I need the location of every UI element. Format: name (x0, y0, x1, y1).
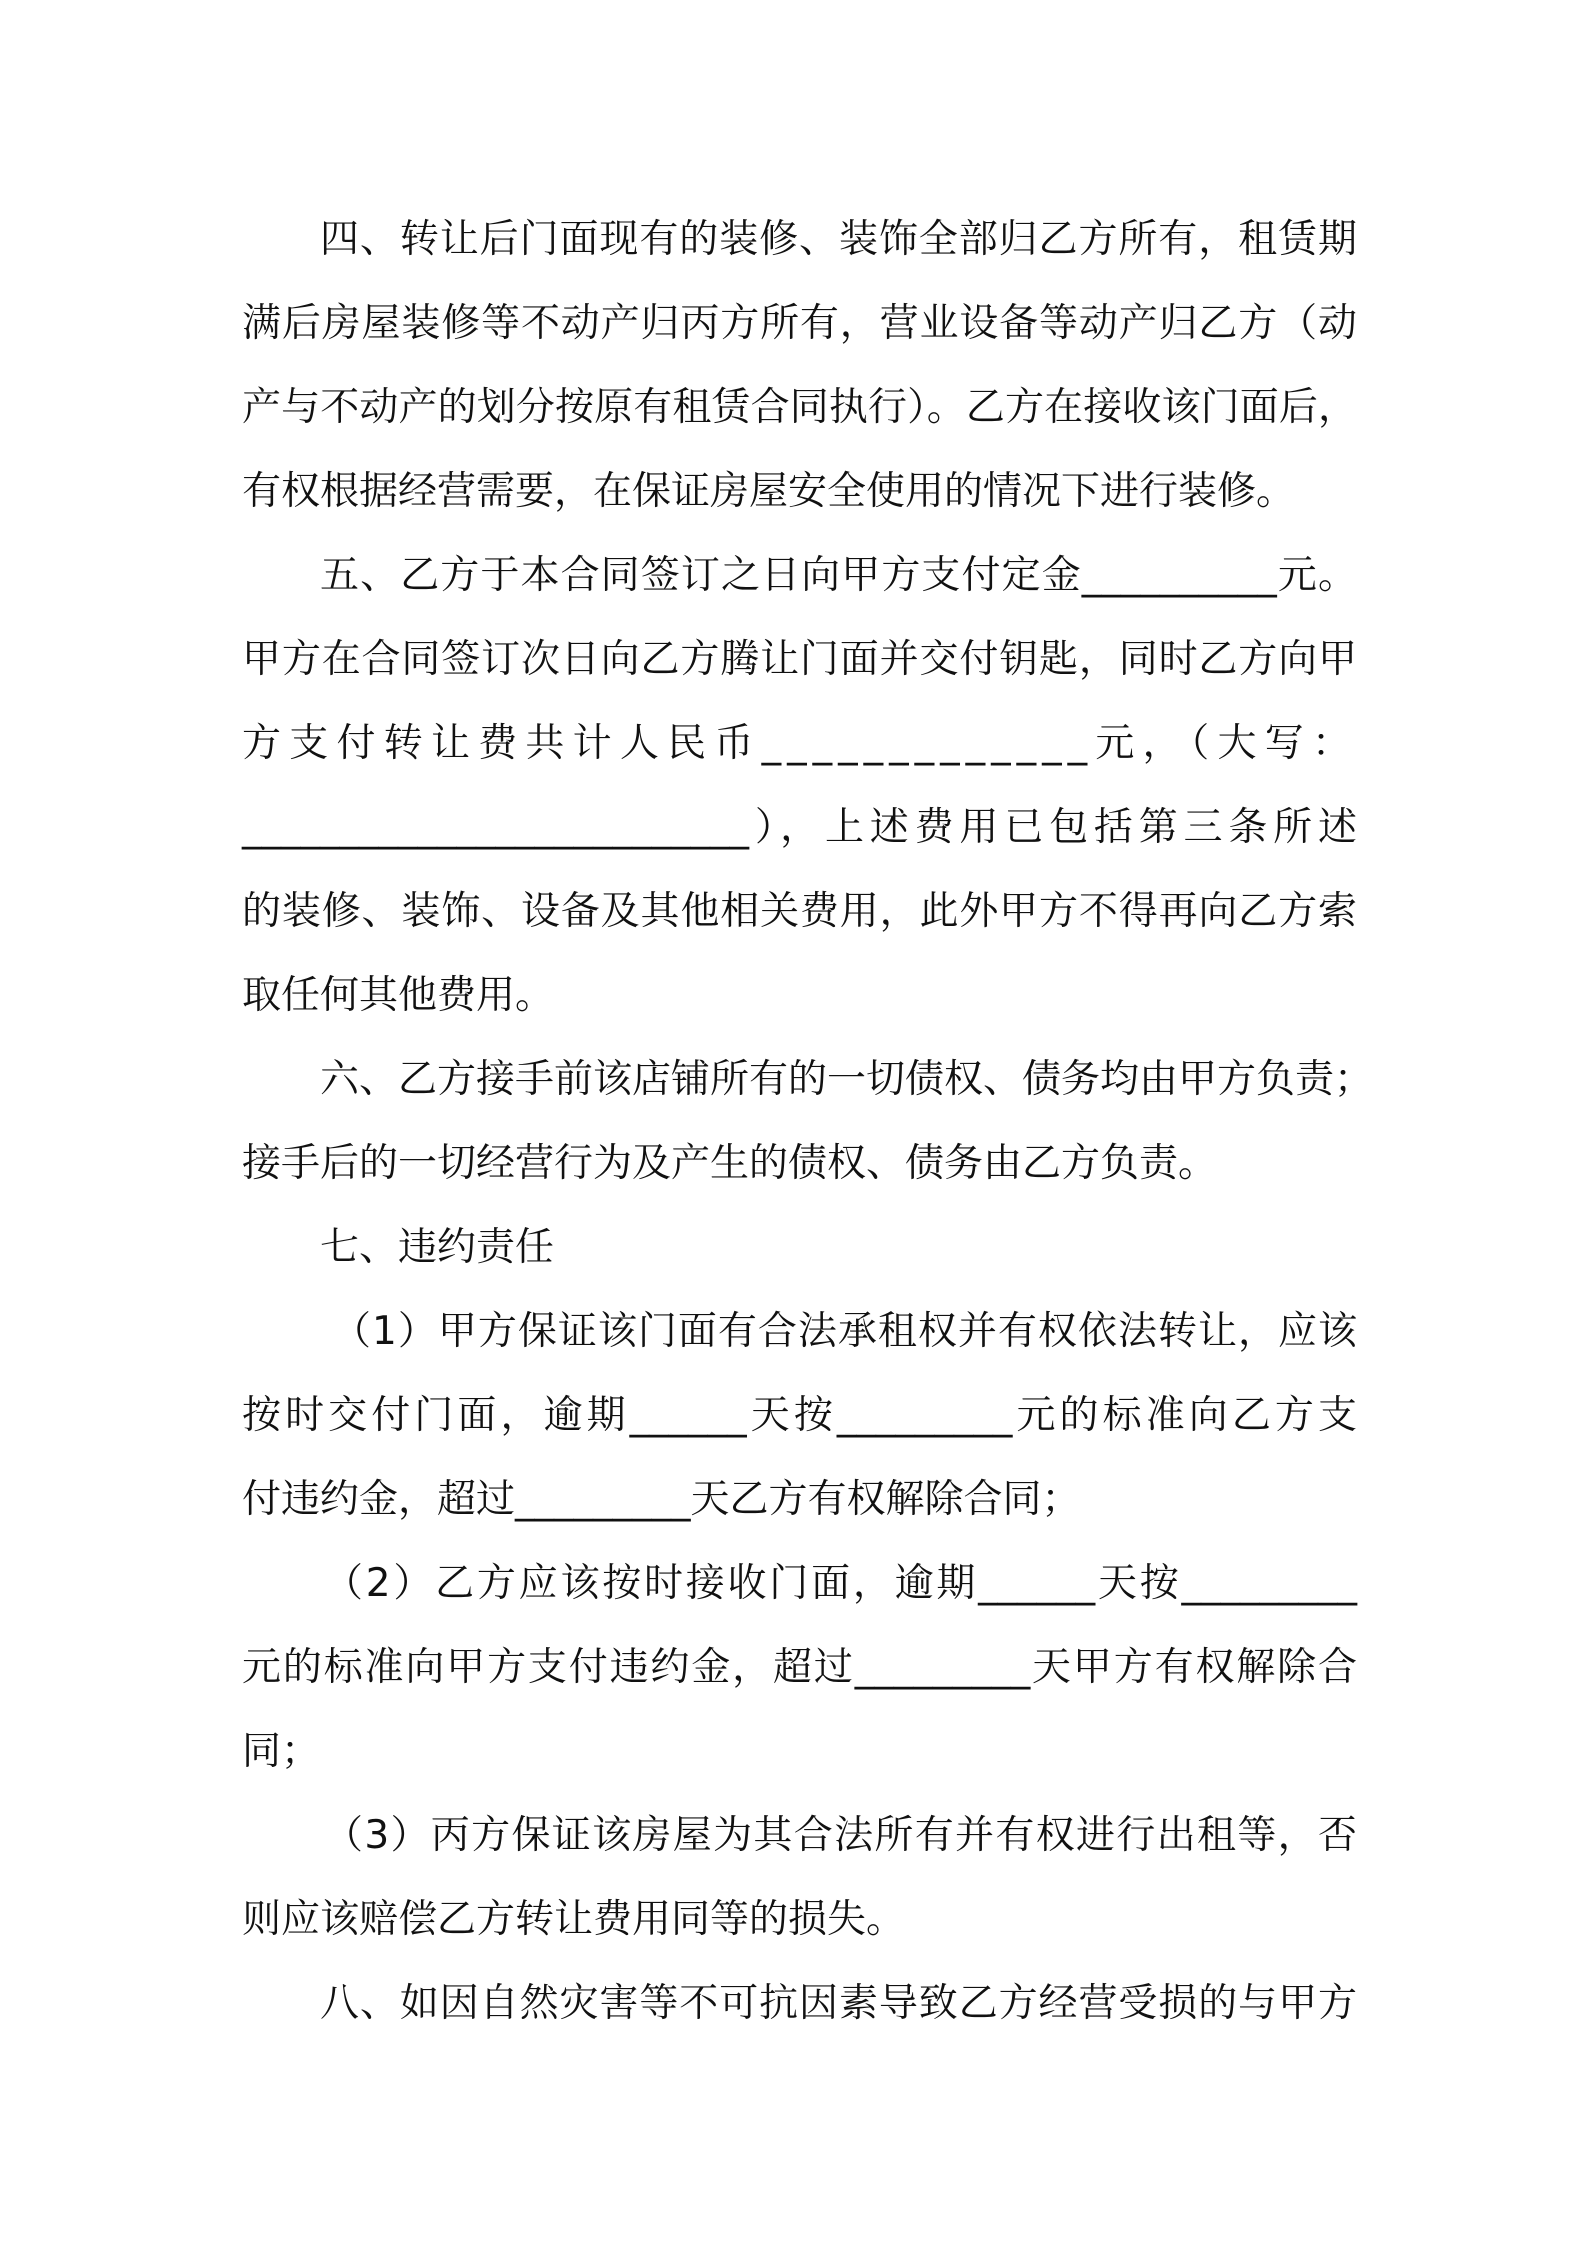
clause-5-line-5: 的装修、装饰、设备及其他相关费用，此外甲方不得再向乙方索 (242, 889, 1357, 934)
clause-7-2-line-3: 同； (242, 1729, 321, 1774)
clause-5-line-4: __________________________），上述费用已包括第三条所述 (242, 805, 1357, 850)
clause-7-2-line-1: （2）乙方应该按时接收门面，逾期______天按_________ (324, 1561, 1357, 1606)
clause-7-1-line-1: （1）甲方保证该门面有合法承租权并有权依法转让，应该 (332, 1309, 1357, 1354)
clause-4-line-1: 四、转让后门面现有的装修、装饰全部归乙方所有，租赁期 (320, 217, 1357, 262)
clause-6-line-1: 六、乙方接手前该店铺所有的一切债权、债务均由甲方负责； (320, 1057, 1374, 1102)
contract-page (242, 198, 1374, 2046)
clause-4-line-4: 有权根据经营需要，在保证房屋安全使用的情况下进行装修。 (242, 469, 1296, 514)
clause-5-line-6: 取任何其他费用。 (242, 973, 555, 1018)
clause-7-heading: 七、违约责任 (320, 1225, 555, 1270)
clause-7-1-line-3: 付违约金，超过_________天乙方有权解除合同； (242, 1477, 1081, 1522)
clause-5-line-1: 五、乙方于本合同签订之日向甲方支付定金__________元。 (320, 553, 1357, 598)
clause-7-3-line-1: （3）丙方保证该房屋为其合法所有并有权进行出租等，否 (324, 1813, 1357, 1858)
clause-7-2-line-2: 元的标准向甲方支付违约金，超过_________天甲方有权解除合 (242, 1645, 1357, 1690)
clause-4-line-3: 产与不动产的划分按原有租赁合同执行）。乙方在接收该门面后， (242, 385, 1357, 430)
clause-7-1-line-2: 按时交付门面，逾期______天按_________元的标准向乙方支 (242, 1393, 1357, 1438)
clause-8-line-1: 八、如因自然灾害等不可抗因素导致乙方经营受损的与甲方 (320, 1981, 1357, 2026)
clause-5-line-2: 甲方在合同签订次日向乙方腾让门面并交付钥匙，同时乙方向甲 (242, 637, 1357, 682)
clause-6-line-2: 接手后的一切经营行为及产生的债权、债务由乙方负责。 (242, 1141, 1218, 1186)
clause-7-3-line-2: 则应该赔偿乙方转让费用同等的损失。 (242, 1897, 906, 1942)
clause-4-line-2: 满后房屋装修等不动产归丙方所有，营业设备等动产归乙方（动 (242, 301, 1357, 346)
clause-5-line-3: 方支付转让费共计人民币_____________元，（大写： (242, 721, 1357, 766)
